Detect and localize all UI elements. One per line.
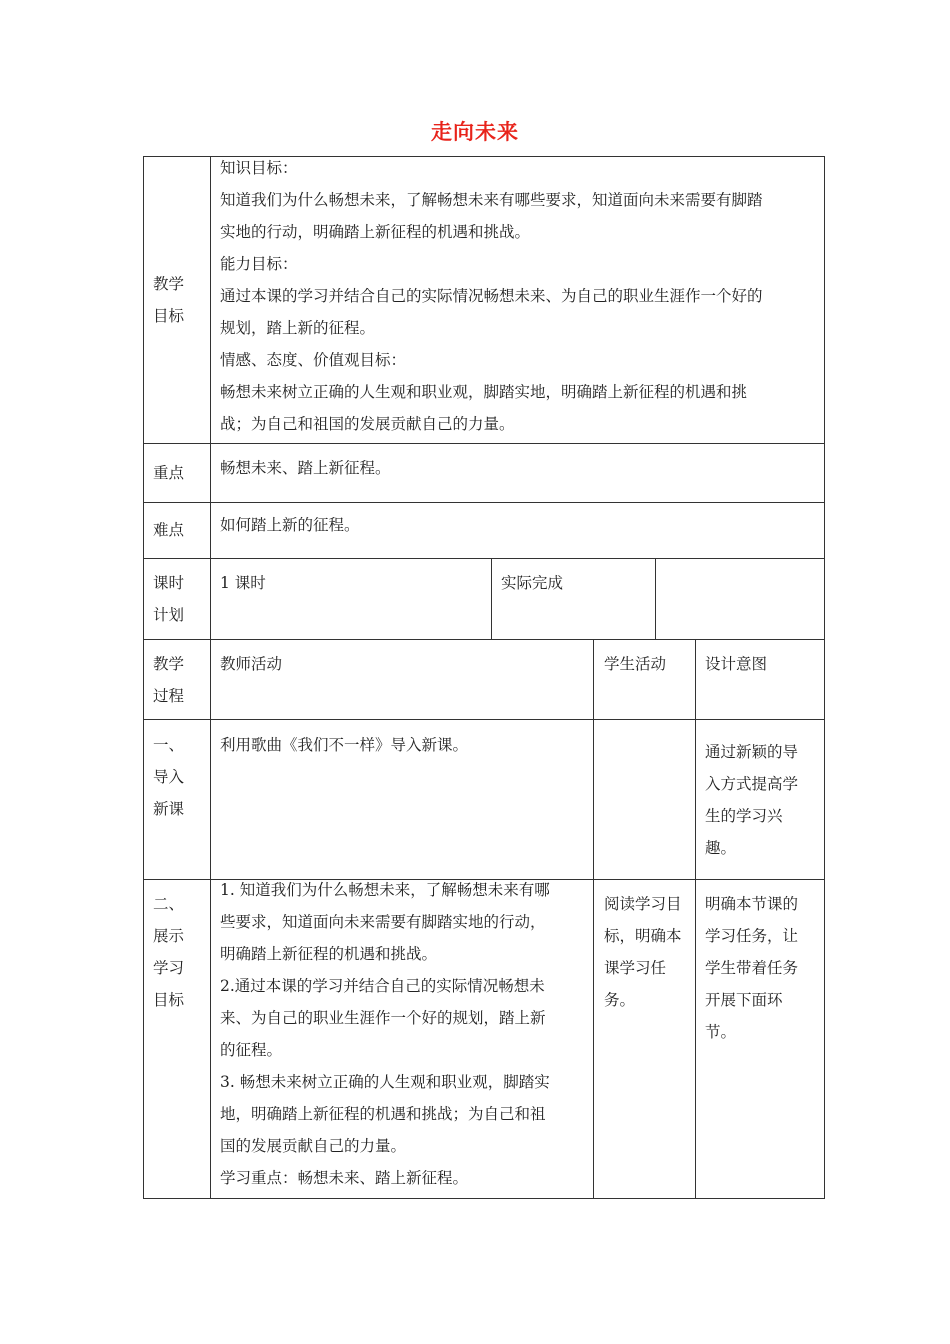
objective-text: 实地的行动，明确踏上新征程的机遇和挑战。 [220, 223, 531, 241]
ability-heading: 能力目标： [220, 255, 298, 273]
step2-teacher-activity: 1. 知道我们为什么畅想未来，了解畅想未来有哪 些要求，知道面向未来需要有脚踏实地的行动， 明确踏上新征程的机遇和挑战。 2.通过本课的学习并结合自己的实际情况畅想未 来、为自己的职业生涯作一个好的规划，踏上新 的征程。 3. 畅想未来树立正确的人生观和职业观，脚踏实 地，明确踏上新征程的机遇和挑战；为自己和祖 国的发展贡献自己的力量。 学习重点：畅想未来、踏上新征程。 [220, 881, 550, 1187]
design-intent-header: 设计意图 [705, 655, 768, 673]
objective-text: 知道我们为什么畅想未来，了解畅想未来有哪些要求，知道面向未来需要有脚踏 [220, 191, 763, 209]
document-title: 走向未来 [431, 120, 519, 144]
objectives-content [220, 152, 763, 440]
attitude-heading: 情感、态度、价值观目标： [220, 351, 407, 369]
step1-label: 一、 导入 新课 [153, 736, 185, 818]
objective-text: 规划，踏上新的征程。 [220, 319, 376, 337]
process-label: 教学 过程 [153, 655, 185, 705]
step1-design-intent: 通过新颖的导 入方式提高学 生的学习兴 趣。 [705, 743, 799, 857]
key-point-label: 重点 [153, 464, 185, 482]
objectives-label: 教学 目标 [153, 275, 185, 325]
step1-teacher-activity: 利用歌曲《我们不一样》导入新课。 [220, 736, 469, 754]
step2-student-activity: 阅读学习目 标，明确本 课学习任 务。 [604, 895, 682, 1009]
step2-design-intent: 明确本节课的 学习任务，让 学生带着任务 开展下面环 节。 [705, 895, 799, 1041]
objective-text: 畅想未来树立正确的人生观和职业观，脚踏实地，明确踏上新征程的机遇和挑 [220, 383, 748, 401]
student-activity-header: 学生活动 [604, 655, 667, 673]
actual-completion-label: 实际完成 [501, 574, 564, 592]
key-point-text: 畅想未来、踏上新征程。 [220, 459, 391, 477]
schedule-label: 课时 计划 [153, 574, 185, 624]
schedule-hours: 1 课时 [220, 574, 266, 592]
objective-text: 通过本课的学习并结合自己的实际情况畅想未来、为自己的职业生涯作一个好的 [220, 287, 763, 305]
teacher-activity-header: 教师活动 [220, 655, 283, 673]
objective-text: 战；为自己和祖国的发展贡献自己的力量。 [220, 415, 515, 433]
difficulty-label: 难点 [153, 521, 185, 539]
difficulty-text: 如何踏上新的征程。 [220, 516, 360, 534]
step2-label: 二、 展示 学习 目标 [153, 895, 185, 1009]
knowledge-heading: 知识目标： [220, 159, 298, 177]
